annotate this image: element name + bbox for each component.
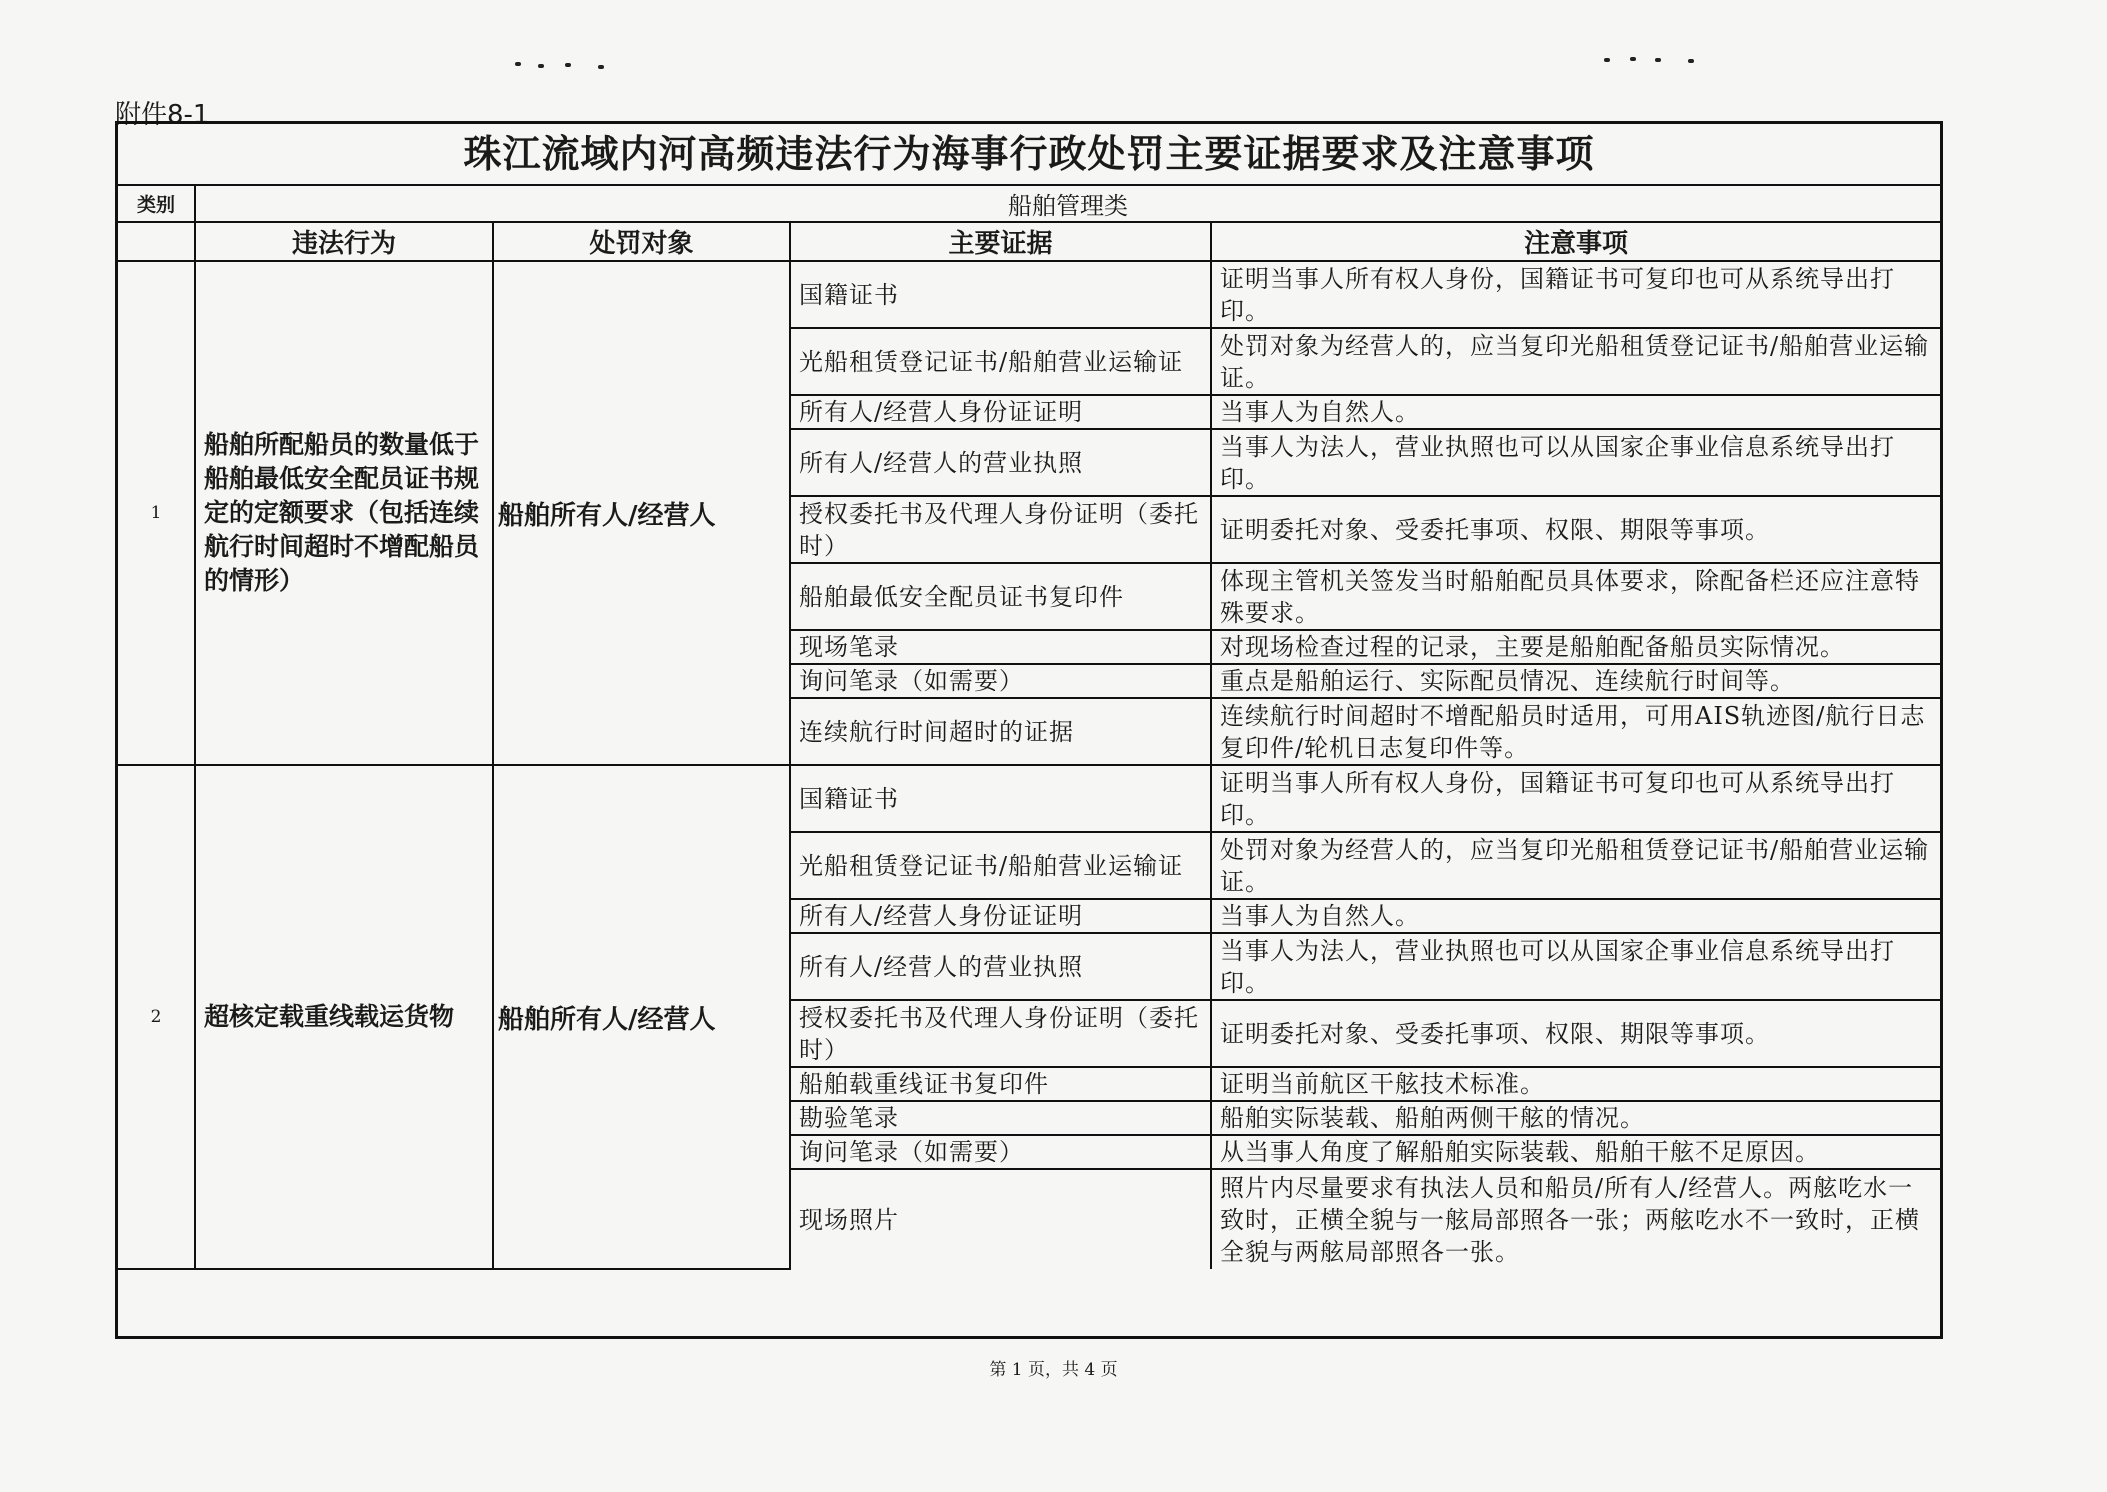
evidence-cell: 授权委托书及代理人身份证明（委托时） — [790, 496, 1211, 563]
scan-mark — [1604, 58, 1610, 62]
scan-mark — [598, 65, 604, 69]
document-title: 珠江流域内河高频违法行为海事行政处罚主要证据要求及注意事项 — [118, 124, 1940, 186]
note-cell: 从当事人角度了解船舶实际装载、船舶干舷不足原因。 — [1211, 1135, 1940, 1169]
evidence-cell: 国籍证书 — [790, 261, 1211, 328]
table-row — [118, 261, 1940, 328]
table-row — [118, 765, 1940, 832]
target-cell: 船舶所有人/经营人 — [493, 261, 790, 765]
case-number: 2 — [118, 765, 195, 1269]
blank-cell — [118, 222, 195, 261]
note-cell: 当事人为法人，营业执照也可以从国家企事业信息系统导出打印。 — [1211, 429, 1940, 496]
evidence-table — [118, 186, 1940, 1270]
note-cell: 船舶实际装载、船舶两侧干舷的情况。 — [1211, 1101, 1940, 1135]
note-cell: 处罚对象为经营人的，应当复印光船租赁登记证书/船舶营业运输证。 — [1211, 328, 1940, 395]
violation-cell: 船舶所配船员的数量低于船舶最低安全配员证书规定的定额要求（包括连续航行时间超时不增配船员的情形） — [195, 261, 493, 765]
evidence-cell: 询问笔录（如需要） — [790, 1135, 1211, 1169]
attachment-label: 附件8-1 — [115, 100, 210, 130]
header-violation: 违法行为 — [195, 222, 493, 261]
scan-mark — [1688, 59, 1694, 63]
header-target: 处罚对象 — [493, 222, 790, 261]
violation-cell: 超核定载重线载运货物 — [195, 765, 493, 1269]
note-cell: 当事人为自然人。 — [1211, 395, 1940, 429]
category-value: 船舶管理类 — [195, 186, 1940, 222]
note-cell: 当事人为法人，营业执照也可以从国家企事业信息系统导出打印。 — [1211, 933, 1940, 1000]
note-cell: 证明委托对象、受委托事项、权限、期限等事项。 — [1211, 1000, 1940, 1067]
note-cell: 证明委托对象、受委托事项、权限、期限等事项。 — [1211, 496, 1940, 563]
scan-mark — [1655, 58, 1661, 62]
category-label: 类别 — [118, 186, 195, 222]
page-footer: 第 1 页，共 4 页 — [989, 1360, 1118, 1380]
column-header-row — [118, 222, 1940, 261]
note-cell: 重点是船舶运行、实际配员情况、连续航行时间等。 — [1211, 664, 1940, 698]
evidence-cell: 现场照片 — [790, 1169, 1211, 1269]
evidence-cell: 国籍证书 — [790, 765, 1211, 832]
evidence-cell: 授权委托书及代理人身份证明（委托时） — [790, 1000, 1211, 1067]
note-cell: 证明当事人所有权人身份，国籍证书可复印也可从系统导出打印。 — [1211, 261, 1940, 328]
note-cell: 体现主管机关签发当时船舶配员具体要求，除配备栏还应注意特殊要求。 — [1211, 563, 1940, 630]
evidence-cell: 所有人/经营人的营业执照 — [790, 933, 1211, 1000]
evidence-cell: 连续航行时间超时的证据 — [790, 698, 1211, 765]
note-cell: 证明当事人所有权人身份，国籍证书可复印也可从系统导出打印。 — [1211, 765, 1940, 832]
scan-mark — [538, 64, 544, 68]
note-cell: 处罚对象为经营人的，应当复印光船租赁登记证书/船舶营业运输证。 — [1211, 832, 1940, 899]
document-table — [115, 121, 1943, 1339]
scan-mark — [1630, 57, 1636, 61]
target-cell: 船舶所有人/经营人 — [493, 765, 790, 1269]
note-cell: 证明当前航区干舷技术标准。 — [1211, 1067, 1940, 1101]
note-cell: 对现场检查过程的记录，主要是船舶配备船员实际情况。 — [1211, 630, 1940, 664]
category-row — [118, 186, 1940, 222]
scan-mark — [515, 62, 521, 66]
evidence-cell: 光船租赁登记证书/船舶营业运输证 — [790, 328, 1211, 395]
evidence-cell: 询问笔录（如需要） — [790, 664, 1211, 698]
note-cell: 照片内尽量要求有执法人员和船员/所有人/经营人。两舷吃水一致时，正横全貌与一舷局部照各一张；两舷吃水不一致时，正横全貌与两舷局部照各一张。 — [1211, 1169, 1940, 1269]
header-evidence: 主要证据 — [790, 222, 1211, 261]
note-cell: 连续航行时间超时不增配船员时适用，可用AIS轨迹图/航行日志复印件/轮机日志复印件等。 — [1211, 698, 1940, 765]
note-cell: 当事人为自然人。 — [1211, 899, 1940, 933]
evidence-cell: 所有人/经营人身份证证明 — [790, 395, 1211, 429]
evidence-cell: 所有人/经营人身份证证明 — [790, 899, 1211, 933]
evidence-cell: 所有人/经营人的营业执照 — [790, 429, 1211, 496]
scan-mark — [565, 63, 571, 67]
evidence-cell: 船舶载重线证书复印件 — [790, 1067, 1211, 1101]
header-notes: 注意事项 — [1211, 222, 1940, 261]
evidence-cell: 勘验笔录 — [790, 1101, 1211, 1135]
evidence-cell: 现场笔录 — [790, 630, 1211, 664]
evidence-cell: 光船租赁登记证书/船舶营业运输证 — [790, 832, 1211, 899]
case-number: 1 — [118, 261, 195, 765]
evidence-cell: 船舶最低安全配员证书复印件 — [790, 563, 1211, 630]
